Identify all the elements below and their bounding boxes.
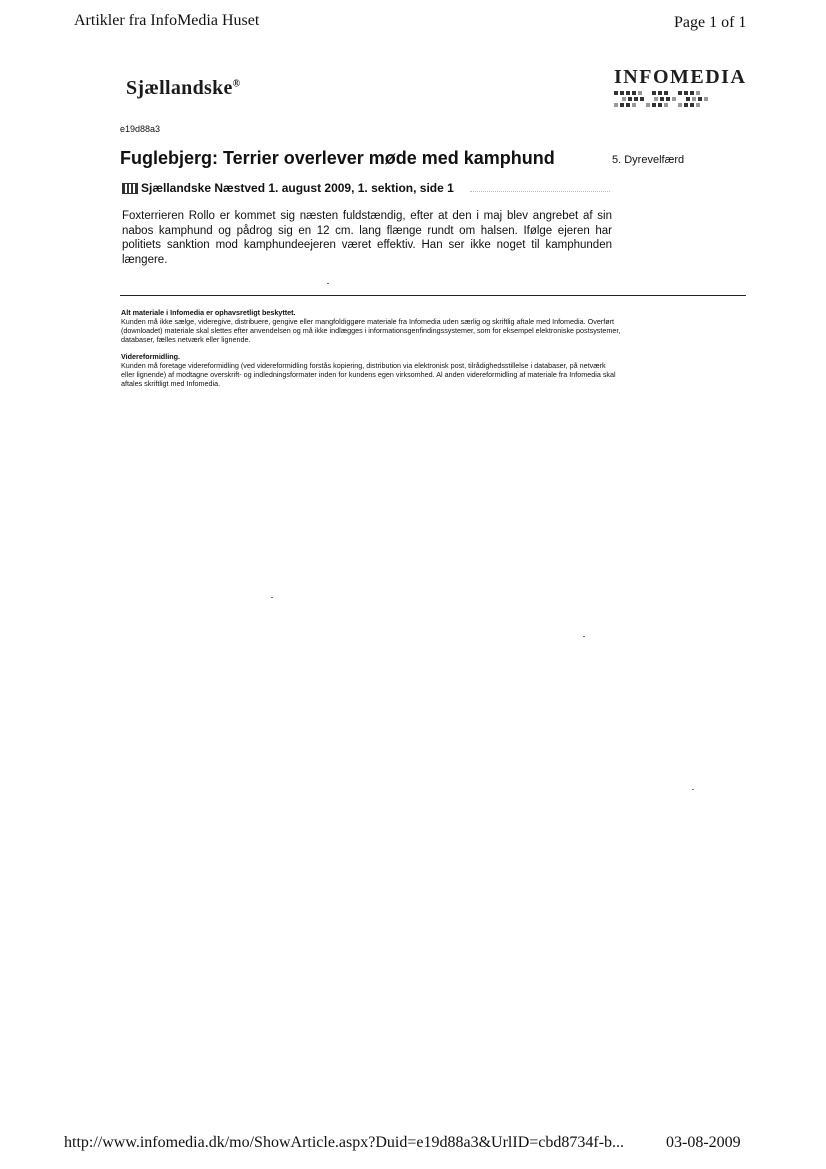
copyright-heading: Alt materiale i Infomedia er ophavsretligt beskyttet. (121, 308, 296, 317)
redistribution-text: Kunden må foretage videreformidling (ved videreformidling forstås kopiering, distribution via elektronisk post, tilrådighedsstillelse i databaser, på netværk eller lignende) af modtagne overskrift- og indledningsformater inden for kundens egen virksomhed. Al anden videreformidling af materiale fra Infomedia skal aftales skriftligt med Infomedia. (121, 361, 616, 388)
copyright-notice (121, 308, 621, 388)
article-id: e19d88a3 (120, 124, 161, 134)
paper-logo-text: Sjællandske (126, 77, 233, 99)
article-source: Sjællandske Næstved 1. august 2009, 1. sektion, side 1 (141, 181, 454, 195)
footer-date: 03-08-2009 (666, 1134, 741, 1151)
source-underline (470, 191, 610, 192)
scan-speck (271, 597, 273, 598)
infomedia-logo-text: INFOMEDIA (614, 66, 747, 88)
copyright-text: Kunden må ikke sælge, videregive, distribuere, gengive eller mangfoldiggøre materiale fra Infomedia uden særlig og skriftlig aftale med Infomedia. Overført (downloadet) materiale skal slettes efter anvendelsen og må ikke indlægges i informationsgenfindingssystemer, som for eksempel elektroniske postsystemer, databaser, fælles netværk eller lignende. (121, 317, 621, 344)
divider (120, 295, 746, 296)
scan-speck (327, 283, 329, 284)
redistribution-heading: Videreformidling. (121, 352, 180, 361)
footer-url: http://www.infomedia.dk/mo/ShowArticle.aspx?Duid=e19d88a3&UrlID=cbd8734f-b... (64, 1134, 625, 1151)
paper-logo-mark: ® (232, 78, 241, 90)
infomedia-logo (614, 66, 754, 107)
sjaellandske-logo (126, 77, 240, 100)
scan-speck (583, 636, 585, 637)
logo-dot-pattern (614, 91, 754, 95)
article-category: 5. Dyrevelfærd (612, 154, 685, 166)
article-title: Fuglebjerg: Terrier overlever møde med kamphund (120, 148, 555, 168)
scan-speck (692, 789, 694, 790)
article-body: Foxterrieren Rollo er kommet sig næsten fuldstændig, efter at den i maj blev angrebet af sin nabos kamphund og pådrog sig en 12 cm. lang flænge rundt om halsen. Ifølge ejeren har politiets sanktion mod kamphundeejeren været effektiv. Han ser ikke noget til kamphunden længere. (122, 210, 612, 266)
newspaper-icon (122, 183, 138, 194)
article-source-line (122, 181, 454, 195)
header-site-title: Artikler fra InfoMedia Huset (74, 12, 260, 29)
header-page-number: Page 1 of 1 (674, 14, 747, 31)
